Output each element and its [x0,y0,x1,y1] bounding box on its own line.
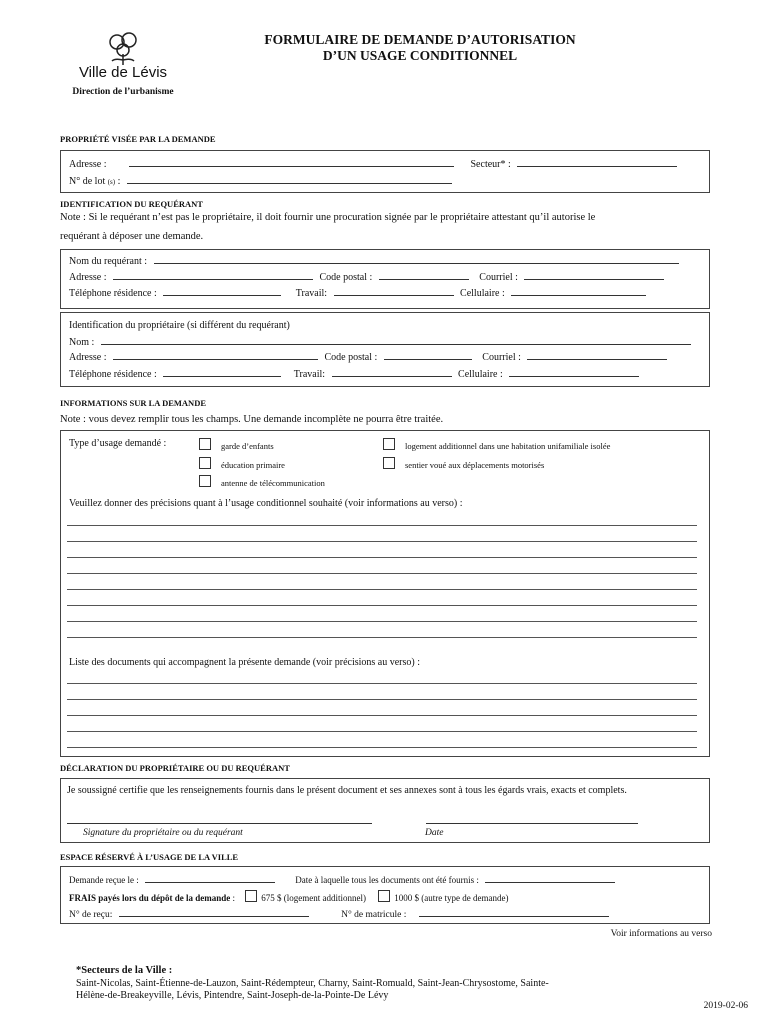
fees-label: FRAIS payés lors du dépôt de la demande [69,893,231,903]
path-checkbox[interactable] [383,457,395,469]
owner-cell-field[interactable] [509,367,639,377]
date-label: Date [425,828,444,838]
housing-checkbox[interactable] [383,438,395,450]
applicant-postal-field[interactable] [379,270,469,280]
owner-title: Identification du propriétaire (si différent du requérant) [69,320,290,331]
city-name: Ville de Lévis [78,64,168,81]
owner-postal-field[interactable] [384,350,472,360]
address-label: Adresse : [69,159,107,170]
applicant-name-label: Nom du requérant : [69,256,148,267]
option-education[interactable]: éducation primaire [199,457,285,470]
request-box [60,430,710,757]
received-date-field[interactable] [145,873,275,883]
owner-email-field[interactable] [527,350,667,360]
sector-label: Secteur* : [470,159,511,170]
property-heading: PROPRIÉTÉ VISÉE PAR LA DEMANDE [60,134,216,144]
applicant-home-phone-field[interactable] [163,286,281,296]
see-back-note: Voir informations au verso [610,929,712,939]
property-box: Adresse : Secteur* : N° de lot (s) : [60,150,710,193]
date-field[interactable] [426,823,638,824]
details-label: Veuillez donner des précisions quant à l’usage conditionnel souhaité (voir informations au verso) : [69,498,463,509]
option-antenna[interactable]: antenne de télécommunication [199,475,325,488]
form-title: FORMULAIRE DE DEMANDE D’AUTORISATION D’UN USAGE CONDITIONNEL [264,32,576,63]
antenna-checkbox[interactable] [199,475,211,487]
applicant-email-field[interactable] [524,270,664,280]
education-checkbox[interactable] [199,457,211,469]
declaration-text: Je soussigné certifie que les renseignements fournis dans le présent document et ses annexes sont à tous les égards vrais, exacts et complets. [67,785,627,796]
owner-box: Identification du propriétaire (si différent du requérant) Nom : Adresse : Code postal : Courriel : Téléphone résidence : Travail: Cellulaire : [60,312,710,387]
declaration-box [60,778,710,843]
owner-address-field[interactable] [113,350,318,360]
applicant-cell-field[interactable] [511,286,646,296]
lot-field[interactable] [127,174,452,184]
option-housing[interactable]: logement additionnel dans une habitation unifamiliale isolée [383,438,610,451]
office-heading: ESPACE RÉSERVÉ À L’USAGE DE LA VILLE [60,852,239,862]
version-date: 2019-02-06 [703,1001,748,1011]
sectors-list: Saint-Nicolas, Saint-Étienne-de-Lauzon, Saint-Rédempteur, Charny, Saint-Romuald, Saint-Jean-Chrysostome, Sainte- Hélène-de-Breakeyville, Lévis, Pintendre, Saint-Joseph-de-la-Pointe-De Lévy [76,978,549,1001]
fee-675-checkbox[interactable] [245,890,257,902]
applicant-heading: IDENTIFICATION DU REQUÉRANT [60,199,203,209]
option-path[interactable]: sentier voué aux déplacements motorisés [383,457,544,470]
city-logo [58,30,188,97]
owner-work-phone-field[interactable] [332,367,452,377]
complete-date-field[interactable] [485,873,615,883]
declaration-heading: DÉCLARATION DU PROPRIÉTAIRE OU DU REQUÉRANT [60,763,290,773]
department-name: Direction de l’urbanisme [72,87,174,97]
office-box: Demande reçue le : Date à laquelle tous les documents ont été fournis : FRAIS payés lors du dépôt de la demande : 675 $ (logement additionnel) 1000 $ (autre type de demande) N° de reçu: N° de matricule : [60,866,710,924]
usage-type-label: Type d’usage demandé : [69,438,167,449]
request-note: Note : vous devez remplir tous les champs. Une demande incomplète ne pourra être traitée. [60,414,444,425]
owner-name-field[interactable] [101,335,691,345]
signature-field[interactable] [67,823,372,824]
option-daycare[interactable]: garde d’enfants [199,438,274,451]
property-address-field[interactable] [129,157,454,167]
applicant-box: Nom du requérant : Adresse : Code postal : Courriel : Téléphone résidence : Travail: Cellulaire : [60,249,710,309]
applicant-work-phone-field[interactable] [334,286,454,296]
daycare-checkbox[interactable] [199,438,211,450]
request-heading: INFORMATIONS SUR LA DEMANDE [60,398,207,408]
sector-field[interactable] [517,157,677,167]
sectors-title: *Secteurs de la Ville : [76,965,173,976]
fee-1000-checkbox[interactable] [378,890,390,902]
applicant-name-field[interactable] [154,254,679,264]
flower-emblem-icon [103,30,143,66]
lot-label: N° de lot [69,176,106,187]
owner-home-phone-field[interactable] [163,367,281,377]
signature-label: Signature du propriétaire ou du requérant [83,828,243,838]
applicant-address-field[interactable] [113,270,313,280]
documents-label: Liste des documents qui accompagnent la présente demande (voir précisions au verso) : [69,657,420,668]
applicant-note: Note : Si le requérant n’est pas le propriétaire, il doit fournir une procuration signée par le propriétaire attestant qu’il autorise le requérant à déposer une demande. [60,212,596,242]
receipt-number-field[interactable] [119,907,309,917]
matricule-field[interactable] [419,907,609,917]
